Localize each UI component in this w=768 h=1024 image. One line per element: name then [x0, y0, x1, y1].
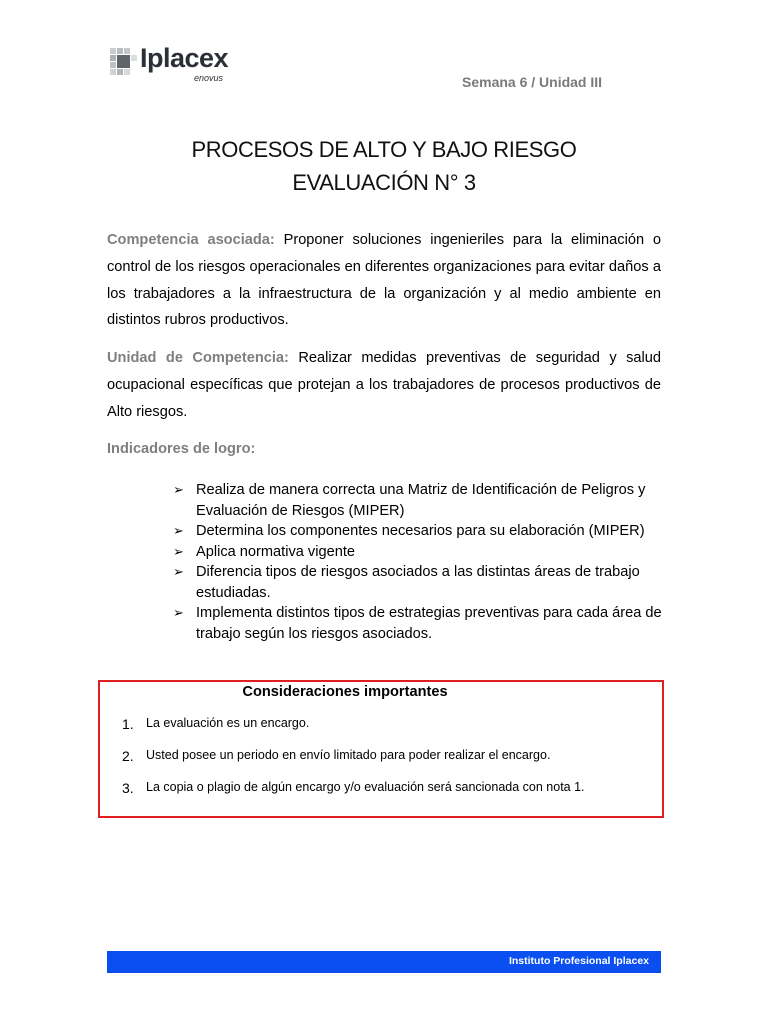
list-item: ➢ Implementa distintos tipos de estrategias preventivas para cada área de trabajo según los riesgos asociados. [173, 605, 662, 642]
competencia-text: Proponer soluciones ingenieriles para la eliminación o control de los riesgos operacionales en diferentes organizaciones para evitar daños a los trabajadores a la infraestructura de la organización y al medio ambiente en distintos rubros productivos. [107, 232, 661, 329]
unidad-label: Unidad de Competencia: [107, 350, 289, 366]
footer-text: Instituto Profesional Iplacex [508, 955, 649, 967]
consideraciones-list [122, 716, 585, 812]
arrow-bullet-icon: ➢ [173, 605, 184, 620]
list-item: ➢ Determina los componentes necesarios para su elaboración (MIPER) [173, 521, 663, 542]
list-item: 2. Usted posee un periodo en envío limitado para poder realizar el encargo. [122, 748, 551, 764]
arrow-bullet-icon: ➢ [173, 543, 184, 559]
unidad-paragraph [107, 345, 661, 425]
arrow-bullet-icon: ➢ [173, 482, 184, 497]
footer-bar [107, 951, 661, 973]
week-unit-label: Semana 6 / Unidad III [462, 74, 603, 90]
competencia-paragraph [107, 227, 661, 334]
unidad-text: Realizar medidas preventivas de seguridad y salud ocupacional específicas que protejan a los trabajadores de procesos productivos de Alto riesgos. [107, 350, 662, 420]
logo-grid-icon [110, 48, 138, 78]
page-title: PROCESOS DE ALTO Y BAJO RIESGO [191, 137, 577, 162]
list-item: ➢ Aplica normativa vigente [173, 542, 663, 563]
indicadores-label: Indicadores de logro: [107, 441, 256, 457]
list-item: ➢ Diferencia tipos de riesgos asociados a las distintas áreas de trabajo estudiadas. [173, 564, 640, 601]
arrow-bullet-icon: ➢ [173, 523, 184, 538]
logo-text: Iplacex [140, 43, 229, 73]
consideraciones-title: Consideraciones importantes [242, 684, 448, 700]
list-item: ➢ Realiza de manera correcta una Matriz de Identificación de Peligros y Evaluación de Riesgos (MIPER) [173, 482, 646, 519]
competencia-label: Competencia asociada: [107, 232, 275, 248]
arrow-bullet-icon: ➢ [173, 564, 184, 579]
indicadores-list [173, 480, 663, 644]
logo-subtext: enovus [194, 73, 224, 83]
list-item: 3. La copia o plagio de algún encargo y/o evaluación será sancionada con nota 1. [122, 780, 585, 796]
list-item: 1. La evaluación es un encargo. [122, 716, 310, 732]
page-subtitle: EVALUACIÓN N° 3 [292, 170, 476, 195]
consideraciones-box [98, 680, 664, 818]
